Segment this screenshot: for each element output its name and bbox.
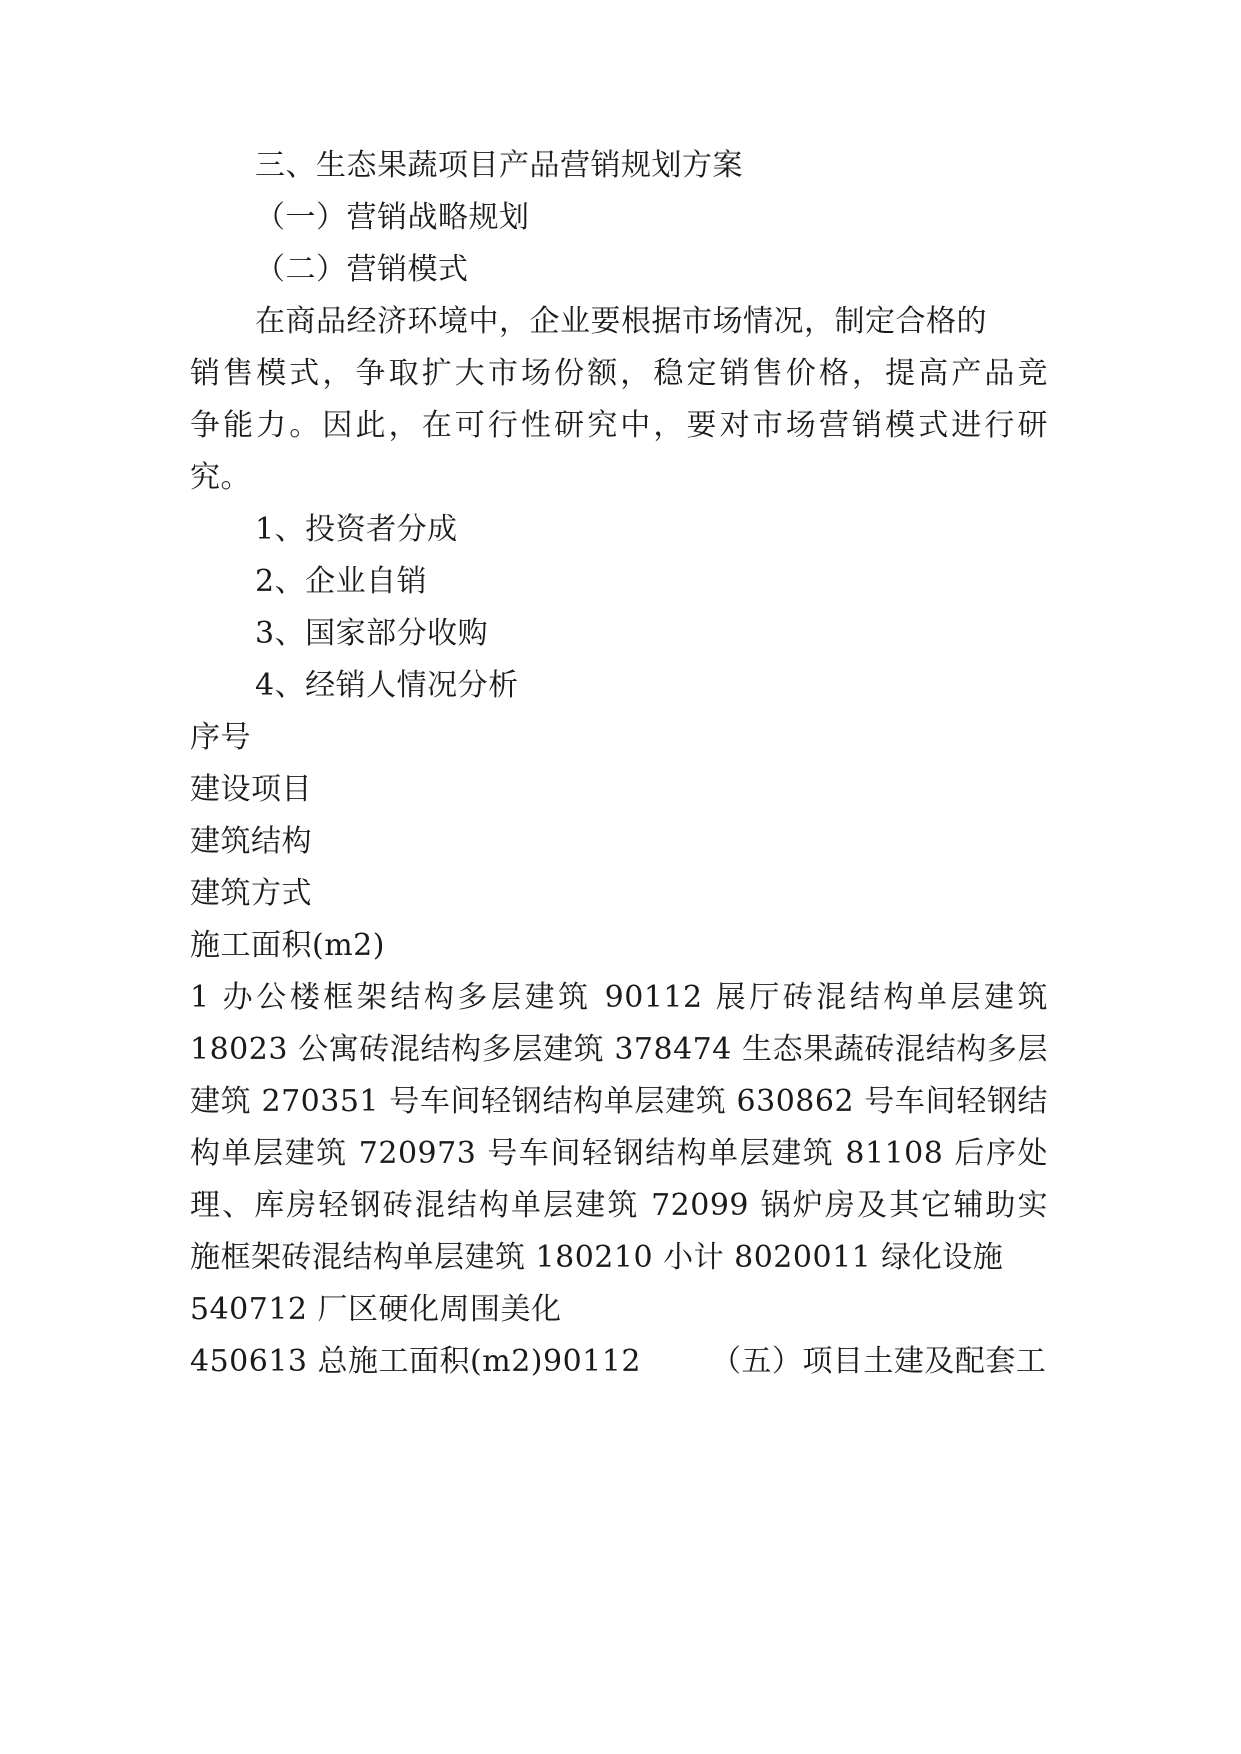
list-item: 1、投资者分成 <box>255 512 458 547</box>
subsection-marketing-strategy: （一）营销战略规划 <box>255 200 530 235</box>
list-item: 4、经销人情况分析 <box>255 668 519 703</box>
table-flow-line: 理、库房轻钢砖混结构单层建筑 72099 锅炉房及其它辅助实 <box>190 1188 1048 1223</box>
table-header: 序号 <box>190 720 251 755</box>
table-flow-line: 施框架砖混结构单层建筑 180210 小计 8020011 绿化设施 <box>190 1240 1004 1275</box>
table-header: 施工面积(m2) <box>190 928 385 963</box>
paragraph-line: 究。 <box>190 460 251 495</box>
list-item: 3、国家部分收购 <box>255 616 489 651</box>
list-item: 2、企业自销 <box>255 564 428 599</box>
table-header: 建筑结构 <box>190 824 312 859</box>
table-flow-line: 18023 公寓砖混结构多层建筑 378474 生态果蔬砖混结构多层 <box>190 1032 1048 1067</box>
table-flow-line: 1 办公楼框架结构多层建筑 90112 展厅砖混结构单层建筑 <box>190 980 1048 1015</box>
total-area-text: 450613 总施工面积(m2)90112 <box>190 1344 641 1379</box>
subsection-marketing-model: （二）营销模式 <box>255 252 469 287</box>
table-flow-line: 构单层建筑 720973 号车间轻钢结构单层建筑 81108 后序处 <box>190 1136 1048 1171</box>
section-title: 三、生态果蔬项目产品营销规划方案 <box>255 148 743 183</box>
table-header: 建筑方式 <box>190 876 312 911</box>
paragraph-line: 在商品经济环境中，企业要根据市场情况，制定合格的 <box>255 304 987 339</box>
section-five-heading: （五）项目土建及配套工 <box>710 1344 1047 1379</box>
final-line <box>190 1342 1046 1382</box>
paragraph-line: 销售模式，争取扩大市场份额，稳定销售价格，提高产品竞 <box>190 356 1048 391</box>
table-flow-line: 建筑 270351 号车间轻钢结构单层建筑 630862 号车间轻钢结 <box>190 1084 1048 1119</box>
paragraph-line: 争能力。因此，在可行性研究中，要对市场营销模式进行研 <box>190 408 1048 443</box>
table-header: 建设项目 <box>190 772 312 807</box>
table-flow-line: 540712 厂区硬化周围美化 <box>190 1292 562 1327</box>
